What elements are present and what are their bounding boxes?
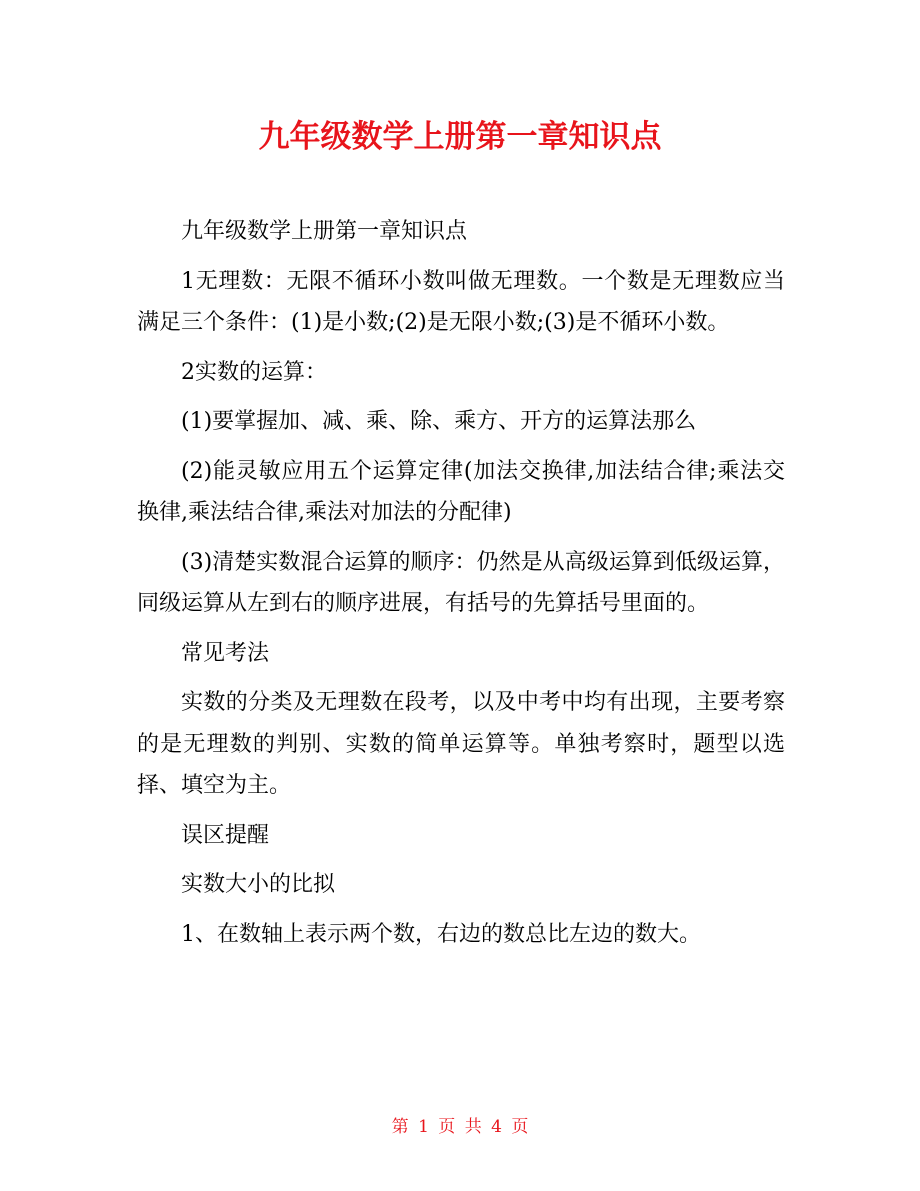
paragraph-irrational-numbers: 1无理数：无限不循环小数叫做无理数。一个数是无理数应当满足三个条件：(1)是小数;(2)是无限小数;(3)是不循环小数。 — [137, 268, 785, 335]
paragraph-operation-rule-1: (1)要掌握加、减、乘、除、乘方、开方的运算法那么 — [181, 409, 697, 434]
paragraph-common-tests-heading: 常见考法 — [181, 640, 270, 666]
document-body — [137, 211, 785, 955]
page-title: 九年级数学上册第一章知识点 — [258, 119, 662, 155]
paragraph-operation-rule-2: (2)能灵敏应用五个运算定律(加法交换律,加法结合律;乘法交换律,乘法结合律,乘法对加法的分配律) — [137, 458, 785, 525]
paragraph-pitfalls-heading: 误区提醒 — [181, 822, 270, 848]
paragraph-heading: 九年级数学上册第一章知识点 — [181, 219, 468, 244]
paragraph-real-number-operations: 2实数的运算： — [181, 359, 327, 385]
paragraph-comparison-rule-1: 1、在数轴上表示两个数，右边的数总比左边的数大。 — [181, 921, 701, 947]
paragraph-operation-rule-3: (3)清楚实数混合运算的顺序：仍然是从高级运算到低级运算，同级运算从左到右的顺序进展，有括号的先算括号里面的。 — [137, 549, 785, 616]
paragraph-common-tests: 实数的分类及无理数在段考，以及中考中均有出现，主要考察的是无理数的判别、实数的简单运算等。单独考察时，题型以选择、填空为主。 — [137, 690, 785, 798]
paragraph-comparison-heading: 实数大小的比拟 — [181, 872, 336, 897]
page-footer: 第 1 页 共 4 页 — [391, 1117, 529, 1137]
